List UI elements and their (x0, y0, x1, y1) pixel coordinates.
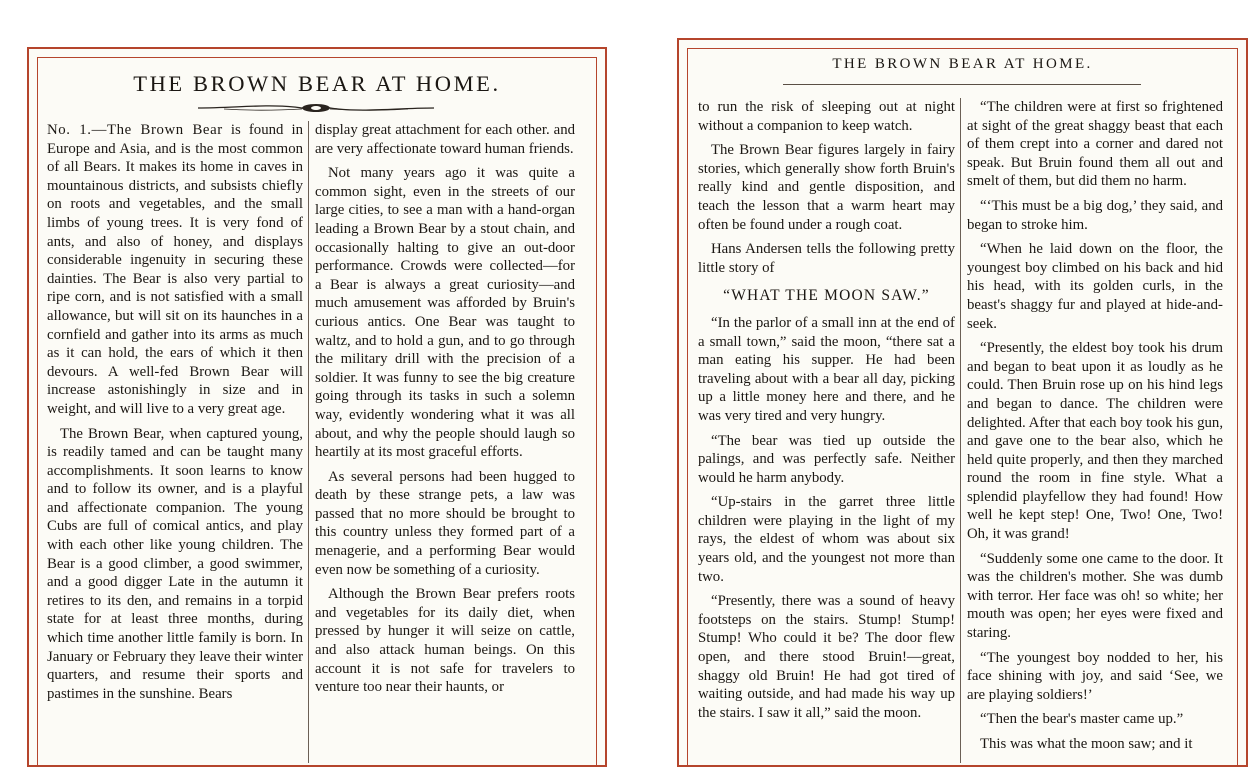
paragraph: The Brown Bear, when captured young, is readily tamed and can be taught many accomplishments. It soon learns to know and to follow its owner, and is a playful and affectionate companion. The young Cubs are full of comical antics, and play with each other like young children. The Bear is a good climber, a good swimmer, and a good digger Late in the autumn it retires to its den, and remains in a torpid state for at least three months, during which time another little family is born. In January or February they leave their winter quarters, and resume their sports and pastimes in the sunshine. Bears (47, 425, 303, 702)
paragraph: “‘This must be a big dog,’ they said, and began to stroke him. (967, 197, 1223, 233)
paragraph: “Then the bear's master came up.” (980, 711, 1184, 728)
paragraph: “In the parlor of a small inn at the end of a small town,” said the moon, “there sat a man eating his supper. He had been traveling about with a bear all day, picking up a little money here and there, and he was very tired and very hungry. (698, 314, 955, 424)
left-page (27, 47, 607, 767)
paragraph: “When he laid down on the floor, the youngest boy climbed on his back and hid his head, with its golden curls, in the beast's shaggy fur and played at hide-and-seek. (967, 241, 1223, 332)
paragraph: As several persons had been hugged to death by these strange pets, a law was passed that no more should be brought to this country unless they formed part of a menagerie, and a performing Bear would even now be something of a curiosity. (315, 468, 575, 578)
paragraph (47, 121, 303, 419)
paragraph: “Up-stairs in the garret three little children were playing in the light of my rays, the eldest of whom was about six years old, and the youngest not more than two. (698, 494, 955, 585)
left-column-1 (47, 121, 303, 709)
right-page (677, 38, 1248, 767)
paragraph: This was what the moon saw; and it (980, 736, 1193, 752)
paragraph-text: is found in Europe and Asia, and is the most common of all Bears. It makes its home in caves in mountainous districts, and subsists chiefly on roots and vegetables, and the small limbs of young trees. It is very fond of ants, and also of honey, and displays considerable ingenuity in securing these dainties. The Bear is also very partial to ripe corn, and is not satisfied with a small allowance, but will sit on its haunches in a cornfield and gather into its arms as much as it can hold, the ears of which it then devours. A well-fed Brown Bear will increase astonishingly in size and in weight, and will live to a very great age. (47, 122, 303, 417)
title-flourish-ornament (194, 101, 438, 115)
left-column-2 (315, 121, 575, 703)
paragraph: The Brown Bear figures largely in fairy stories, which generally show forth Bruin's really kind and gentle disposition, and teach the lesson that a warm heart may often be found under a rough coat. (698, 142, 955, 233)
paragraph: “The bear was tied up outside the palings, and was perfectly safe. Neither would he harm anybody. (698, 432, 955, 486)
column-divider (960, 98, 961, 763)
right-column-2 (967, 98, 1223, 760)
paragraph: Hans Andersen tells the following pretty little story of (698, 241, 955, 276)
paragraph: Although the Brown Bear prefers roots and vegetables for its daily diet, when pressed by hunger it will seize on cattle, and also attack human beings. On this account it is not safe for travelers to venture too near their haunts, or (315, 586, 575, 696)
story-subheading: “WHAT THE MOON SAW.” (723, 287, 930, 305)
column-divider (308, 121, 309, 763)
paragraph: Not many years ago it was quite a common sight, even in the streets of our large cities, to see a man with a hand-organ leading a Brown Bear by a stout chain, and occasionally halting to give an out-door performance. Crowds were collected—for a Bear is always a great curiosity—and much amusement was afforded by Bruin's curious antics. One Bear was taught to waltz, and to hold a gun, and to go through the military drill with the precision of a soldier. It was funny to see the big creature going through its tasks in such a solemn way, evidently wondering what it was all about, and why the people should laugh so heartily at its most graceful efforts. (315, 165, 575, 461)
paragraph: display great attachment for each other. and are very affectionate toward human friends. (315, 122, 575, 157)
left-page-title: THE BROWN BEAR AT HOME. (133, 71, 501, 96)
title-rule (783, 84, 1141, 85)
paragraph: to run the risk of sleeping out at night without a companion to keep watch. (698, 99, 955, 134)
paragraph-lead: No. 1.—The Brown Bear (47, 122, 223, 138)
paragraph: “Presently, the eldest boy took his drum and began to beat upon it as loudly as he could. Then Bruin rose up on his hind legs and began to dance. The children were delighted. After that each boy took his gun, and gave one to the bear also, which he held quite properly, and then they marched round the room in fine style. What a splendid playfellow they had found! How well he kept step! One, Two! One, Two! Oh, it was grand! (967, 340, 1224, 543)
paragraph: “The youngest boy nodded to her, his face shining with joy, and said ‘See, we are playing soldiers!’ (967, 649, 1223, 703)
right-page-title: THE BROWN BEAR AT HOME. (832, 56, 1093, 72)
paragraph: “The children were at first so frightened at sight of the great shaggy beast that each of them crept into a corner and dared not speak. But Bruin found them all out and smelt of them, but did them no harm. (967, 99, 1223, 190)
paragraph: “Presently, there was a sound of heavy footsteps on the stairs. Stump! Stump! Stump! Who could it be? The door flew open, and there stood Bruin!—great, shaggy old Bruin! He had got tired of waiting outside, and had made his way up the stairs. I saw it all,” said the moon. (698, 593, 955, 721)
right-column-1 (698, 98, 955, 728)
paragraph: “Suddenly some one came to the door. It was the children's mother. She was dumb with terror. Her face was oh! so white; her mouth was open; her eyes were fixed and staring. (967, 550, 1223, 642)
